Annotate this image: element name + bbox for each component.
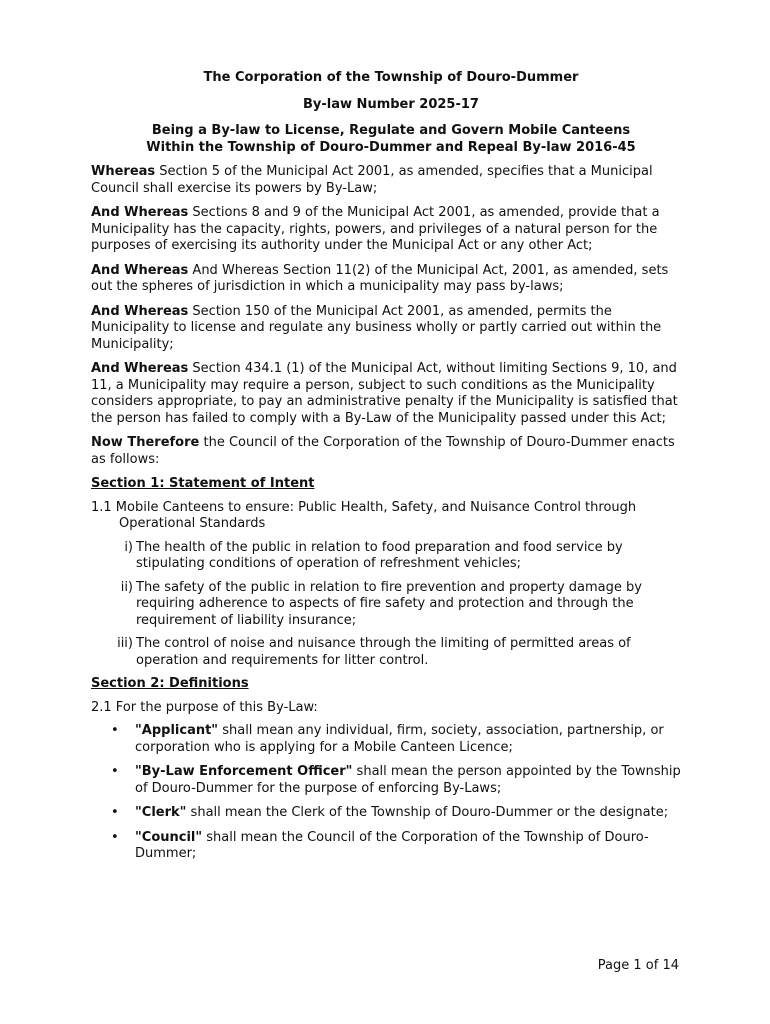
definition-item xyxy=(91,830,691,863)
recital xyxy=(91,361,691,427)
bylaw-subject-line-1: Being a By-law to License, Regulate and Govern Mobile Canteens xyxy=(151,123,631,138)
recital xyxy=(91,205,691,255)
section-2-item: 2.1 For the purpose of this By-Law: xyxy=(91,699,318,715)
recital-lead: And Whereas xyxy=(91,205,189,220)
subitem xyxy=(91,636,691,669)
definition-text: shall mean any individual, firm, society, association, partnership, or corporation who is applying for a Mobile Canteen Licence; xyxy=(135,723,664,755)
recital-lead: And Whereas xyxy=(91,262,189,278)
subitem xyxy=(91,540,691,573)
subitem-text: The safety of the public in relation to fire prevention and property damage by requiring adherence to aspects of fire safety and protection and through the requirement of liability insurance; xyxy=(136,579,642,628)
definition-term: "By-Law Enforcement Officer" xyxy=(135,764,353,779)
bullet-icon: • xyxy=(111,723,119,738)
enacting-clause xyxy=(91,435,691,468)
definition-term: "Clerk" xyxy=(135,805,187,820)
bylaw-subject xyxy=(91,123,691,156)
definition-item xyxy=(91,805,691,822)
recital-text: Section 434.1 (1) of the Municipal Act, without limiting Sections 9, 10, and 11, a Municipality may require a person, subject to such conditions as the Municipality considers appropriate, to pay an administrative penalty if the Municipality is satisfied that the person has failed to comply with a By-Law of the Municipality passed under this Act; xyxy=(91,361,678,426)
section-2-heading: Section 2: Definitions xyxy=(91,676,249,691)
subitem xyxy=(91,580,691,630)
document-body xyxy=(91,70,691,871)
recital-text: Sections 8 and 9 of the Municipal Act 2001, as amended, provide that a Municipality has the capacity, rights, powers, and privileges of a natural person for the purposes of exercising its authority under the Municipal Act or any other Act; xyxy=(91,205,660,253)
subitem-number: i) xyxy=(124,539,133,555)
recital xyxy=(91,263,691,296)
definition-term: "Council" xyxy=(135,829,203,845)
subitem-text: The health of the public in relation to food preparation and food service by stipulating conditions of operation of refreshment vehicles; xyxy=(136,539,623,571)
recital-lead: And Whereas xyxy=(91,303,189,319)
recital-lead: And Whereas xyxy=(91,361,189,376)
subitem-number: iii) xyxy=(117,636,133,651)
section-1-heading: Section 1: Statement of Intent xyxy=(91,476,315,491)
bullet-icon: • xyxy=(111,829,119,845)
corporation-title: The Corporation of the Township of Douro-Dummer xyxy=(203,70,579,85)
recital xyxy=(91,304,691,354)
definition-text: shall mean the Council of the Corporation of the Township of Douro-Dummer; xyxy=(135,829,649,861)
bullet-icon: • xyxy=(111,764,119,779)
definition-item xyxy=(91,723,691,756)
recital-lead: Now Therefore xyxy=(91,435,200,450)
recital-text: Section 5 of the Municipal Act 2001, as amended, specifies that a Municipal Council shall exercise its powers by By-Law; xyxy=(91,164,653,196)
subitem-number: ii) xyxy=(120,579,133,595)
section-1-item: 1.1 Mobile Canteens to ensure: Public Health, Safety, and Nuisance Control through Operational Standards xyxy=(91,499,637,531)
recital-lead: Whereas xyxy=(91,164,156,179)
recital xyxy=(91,164,691,197)
definition-text: shall mean the Clerk of the Township of Douro-Dummer or the designate; xyxy=(186,805,669,820)
definition-text: shall mean the person appointed by the Township of Douro-Dummer for the purpose of enforcing By-Laws; xyxy=(135,764,681,796)
bylaw-subject-line-2: Within the Township of Douro-Dummer and Repeal By-law 2016-45 xyxy=(146,139,636,155)
definition-term: "Applicant" xyxy=(135,723,219,738)
bullet-icon: • xyxy=(111,805,119,820)
recital-text: the Council of the Corporation of the Township of Douro-Dummer enacts as follows: xyxy=(91,435,675,467)
definition-item xyxy=(91,764,691,797)
subitem-text: The control of noise and nuisance through the limiting of permitted areas of operation and requirements for litter control. xyxy=(136,636,631,668)
recital-text: Section 150 of the Municipal Act 2001, as amended, permits the Municipality to license and regulate any business wholly or partly carried out within the Municipality; xyxy=(91,303,662,352)
recital-text: And Whereas Section 11(2) of the Municipal Act, 2001, as amended, sets out the spheres of jurisdiction in which a municipality may pass by-laws; xyxy=(91,262,669,294)
bylaw-number: By-law Number 2025-17 xyxy=(303,96,479,112)
page-number: Page 1 of 14 xyxy=(597,958,679,973)
